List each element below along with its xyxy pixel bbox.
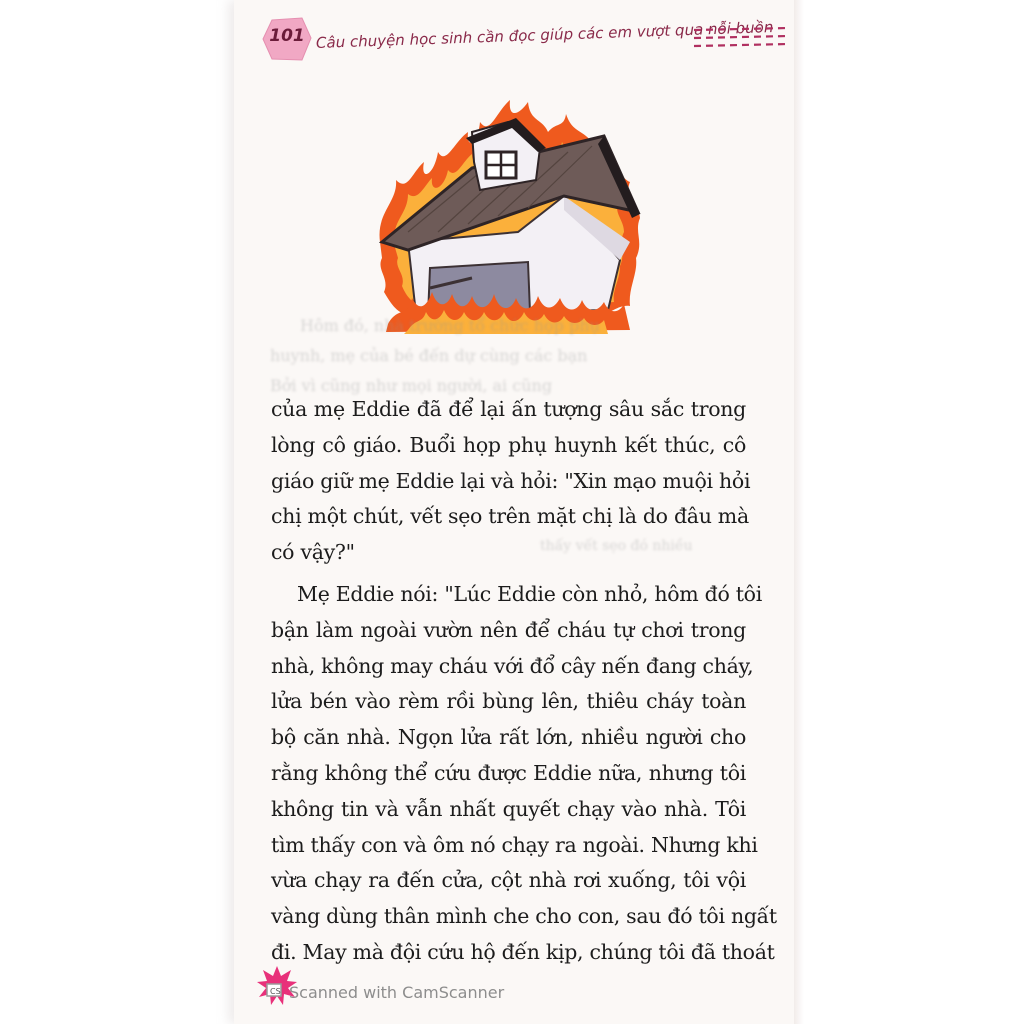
running-header-title: Câu chuyện học sinh cần đọc giúp các em vượt qua nỗi buồn xyxy=(315,18,774,52)
body-line: vàng dùng thân mình che cho con, sau đó tôi ngất xyxy=(271,904,777,929)
page-number: 101 xyxy=(269,26,305,46)
page-header xyxy=(262,14,792,64)
bleed-through-text: huynh, mẹ của bé đến dự cùng các bạn xyxy=(270,346,588,365)
burning-house-illustration xyxy=(368,92,658,342)
story-body xyxy=(271,392,777,971)
body-line: nhà, không may cháu với đổ cây nến đang cháy, xyxy=(271,653,754,678)
scanner-watermark xyxy=(255,964,555,1004)
body-line: của mẹ Eddie đã để lại ấn tượng sâu sắc trong xyxy=(271,397,746,421)
body-line: lửa bén vào rèm rồi bùng lên, thiêu cháy toàn xyxy=(271,689,746,714)
body-line: đi. May mà đội cứu hộ đến kịp, chúng tôi đã thoát xyxy=(271,939,775,964)
body-line: vừa chạy ra đến cửa, cột nhà rơi xuống, tôi vội xyxy=(271,868,746,893)
page-edge xyxy=(794,0,804,1024)
body-line: chị một chút, vết sẹo trên mặt chị là do đâu mà xyxy=(271,504,749,529)
bleed-through-text: thấy vết sẹo đó nhiều xyxy=(540,538,693,554)
body-line: không tin và vẫn nhất quyết chạy vào nhà. Tôi xyxy=(271,796,746,821)
bleed-through-text: Bởi vì cũng như mọi người, ai cũng xyxy=(270,376,553,395)
body-line: rằng không thể cứu được Eddie nữa, nhưng tôi xyxy=(271,760,746,785)
bleed-through-text: Hôm đó, nhà trường tổ chức họp phụ xyxy=(300,316,600,335)
body-line: Mẹ Eddie nói: "Lúc Eddie còn nhỏ, hôm đó tôi xyxy=(297,581,762,606)
svg-text:CS: CS xyxy=(270,987,281,996)
watermark-text: Scanned with CamScanner xyxy=(289,983,505,1002)
body-line: bận làm ngoài vườn nên để cháu tự chơi trong xyxy=(271,617,746,642)
decorative-dashes-icon xyxy=(692,22,792,52)
body-line: bộ căn nhà. Ngọn lửa rất lớn, nhiều người cho xyxy=(271,725,746,750)
body-line: có vậy?" xyxy=(271,540,355,565)
body-line: giáo giữ mẹ Eddie lại và hỏi: "Xin mạo muội hỏi xyxy=(271,468,751,493)
body-line: tìm thấy con và ôm nó chạy ra ngoài. Nhưng khi xyxy=(271,832,758,857)
body-line: lòng cô giáo. Buổi họp phụ huynh kết thúc, cô xyxy=(271,432,746,457)
